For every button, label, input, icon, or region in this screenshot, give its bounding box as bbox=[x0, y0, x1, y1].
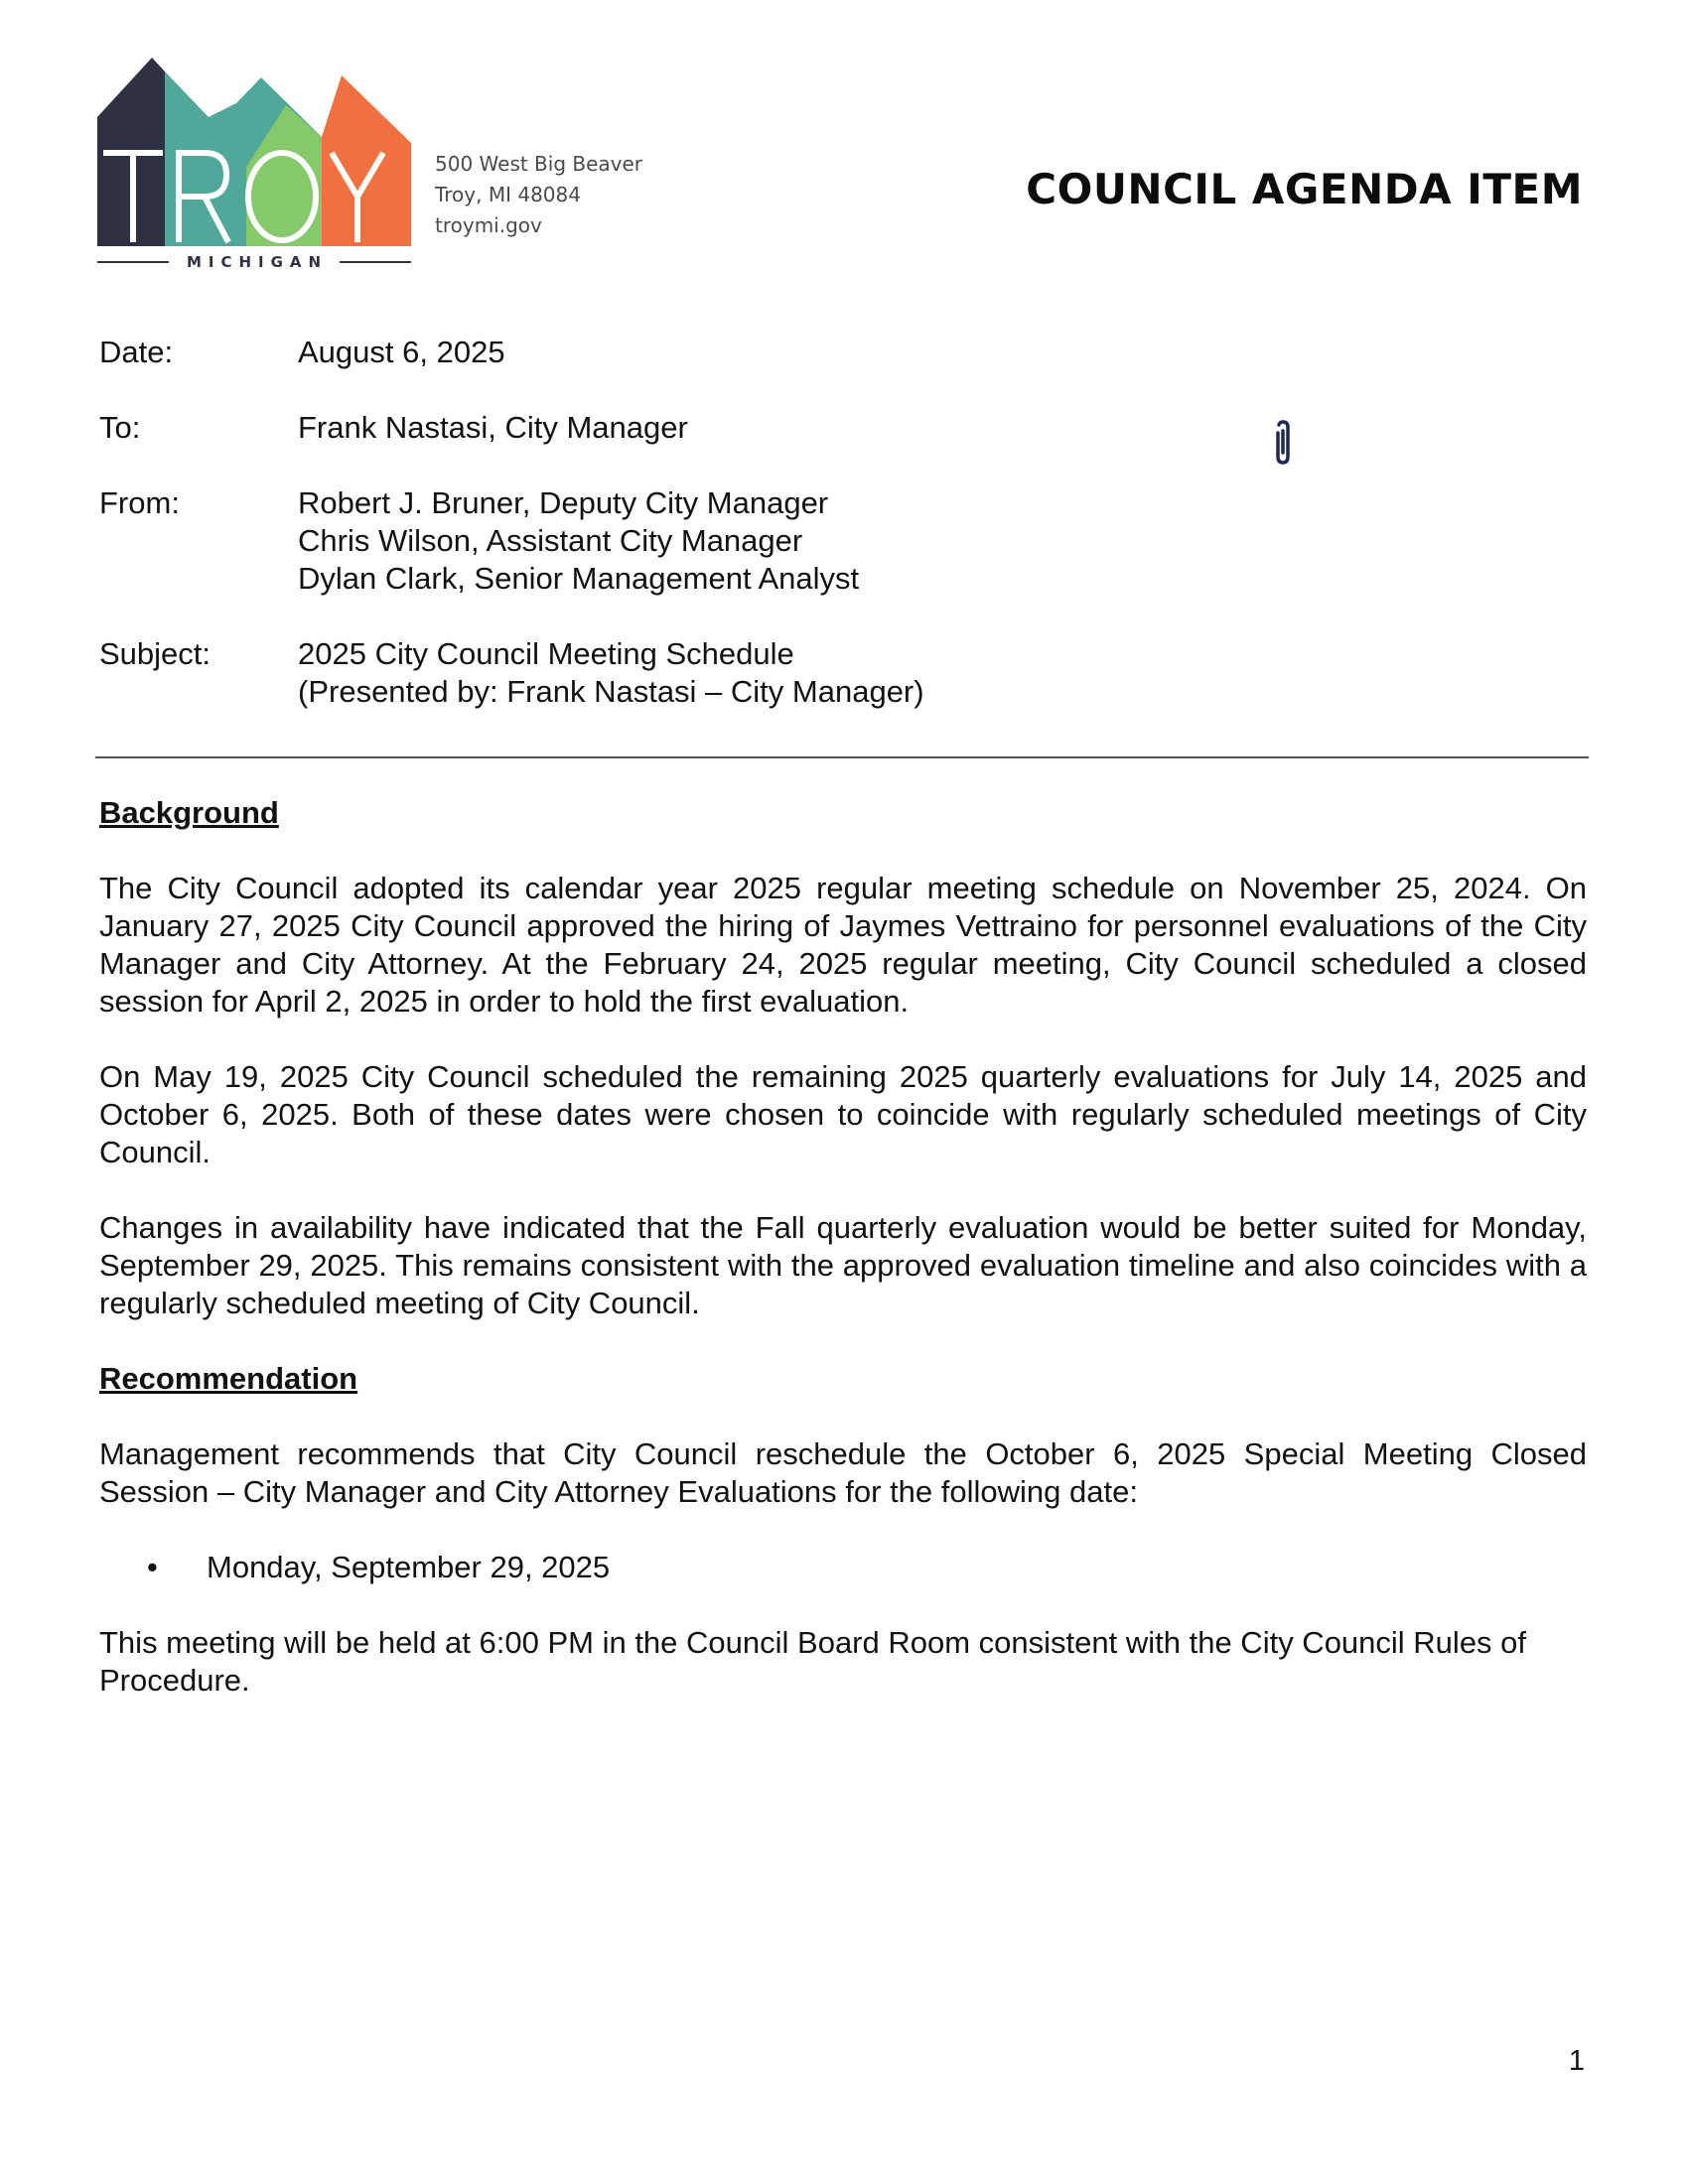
bullet-icon: • bbox=[147, 1550, 158, 1584]
address-block bbox=[435, 149, 642, 241]
to-value: Frank Nastasi, City Manager bbox=[298, 410, 688, 445]
address-city: Troy, MI 48084 bbox=[435, 183, 581, 206]
memo-date-row bbox=[99, 334, 924, 371]
memo-subject-row bbox=[99, 635, 924, 711]
page-title: COUNCIL AGENDA ITEM bbox=[1026, 165, 1583, 213]
logo-michigan-tagline bbox=[97, 250, 411, 274]
logo-subtitle: MICHIGAN bbox=[186, 253, 329, 271]
memo-header bbox=[99, 334, 924, 749]
subject-values bbox=[298, 635, 924, 711]
subject-line: 2025 City Council Meeting Schedule bbox=[298, 636, 794, 671]
paperclip-icon[interactable] bbox=[1271, 419, 1295, 472]
memo-from-row bbox=[99, 484, 924, 598]
background-heading: Background bbox=[99, 795, 279, 830]
recommendation-heading: Recommendation bbox=[99, 1361, 358, 1396]
list-item bbox=[99, 1549, 1587, 1586]
from-label: From: bbox=[99, 485, 180, 520]
date-label: Date: bbox=[99, 335, 174, 369]
recommendation-intro: Management recommends that City Council reschedule the October 6, 2025 Special Meeting Closed Session – City Manager and City Attorney Evaluations for the following date: bbox=[99, 1436, 1587, 1509]
from-values bbox=[298, 484, 859, 598]
troy-logo bbox=[97, 58, 411, 272]
header-divider bbox=[95, 756, 1589, 758]
troy-logo-graphic bbox=[97, 58, 411, 256]
date-value: August 6, 2025 bbox=[298, 335, 505, 369]
background-paragraph: Changes in availability have indicated that the Fall quarterly evaluation would be better suited for Monday, September 29, 2025. This remains consistent with the approved evaluation timeline and also coincides with a regularly scheduled meeting of City Council. bbox=[99, 1210, 1587, 1320]
logo-rule-left bbox=[97, 261, 169, 263]
from-line: Chris Wilson, Assistant City Manager bbox=[298, 523, 803, 558]
page-number: 1 bbox=[1568, 2045, 1585, 2077]
subject-label: Subject: bbox=[99, 636, 211, 671]
to-label: To: bbox=[99, 410, 141, 445]
recommended-date: Monday, September 29, 2025 bbox=[207, 1550, 611, 1584]
background-paragraph: The City Council adopted its calendar year 2025 regular meeting schedule on November 25, 2024. On January 27, 2025 City Council approved the hiring of Jaymes Vettraino for personnel evaluations of the City Manager and City Attorney. At the February 24, 2025 regular meeting, City Council scheduled a closed session for April 2, 2025 in order to hold the first evaluation. bbox=[99, 871, 1587, 1019]
subject-line: (Presented by: Frank Nastasi – City Manager) bbox=[298, 674, 924, 709]
memo-body bbox=[99, 794, 1587, 1737]
from-line: Robert J. Bruner, Deputy City Manager bbox=[298, 485, 829, 520]
address-street: 500 West Big Beaver bbox=[435, 152, 643, 176]
address-website: troymi.gov bbox=[435, 213, 542, 237]
memo-to-row bbox=[99, 409, 924, 447]
background-paragraph: On May 19, 2025 City Council scheduled the remaining 2025 quarterly evaluations for July 14, 2025 and October 6, 2025. Both of these dates were chosen to coincide with regularly scheduled meetings of City Council. bbox=[99, 1059, 1587, 1169]
logo-rule-right bbox=[340, 261, 411, 263]
recommendation-closing: This meeting will be held at 6:00 PM in the Council Board Room consistent with the City Council Rules of Procedure. bbox=[99, 1625, 1527, 1698]
from-line: Dylan Clark, Senior Management Analyst bbox=[298, 561, 860, 596]
